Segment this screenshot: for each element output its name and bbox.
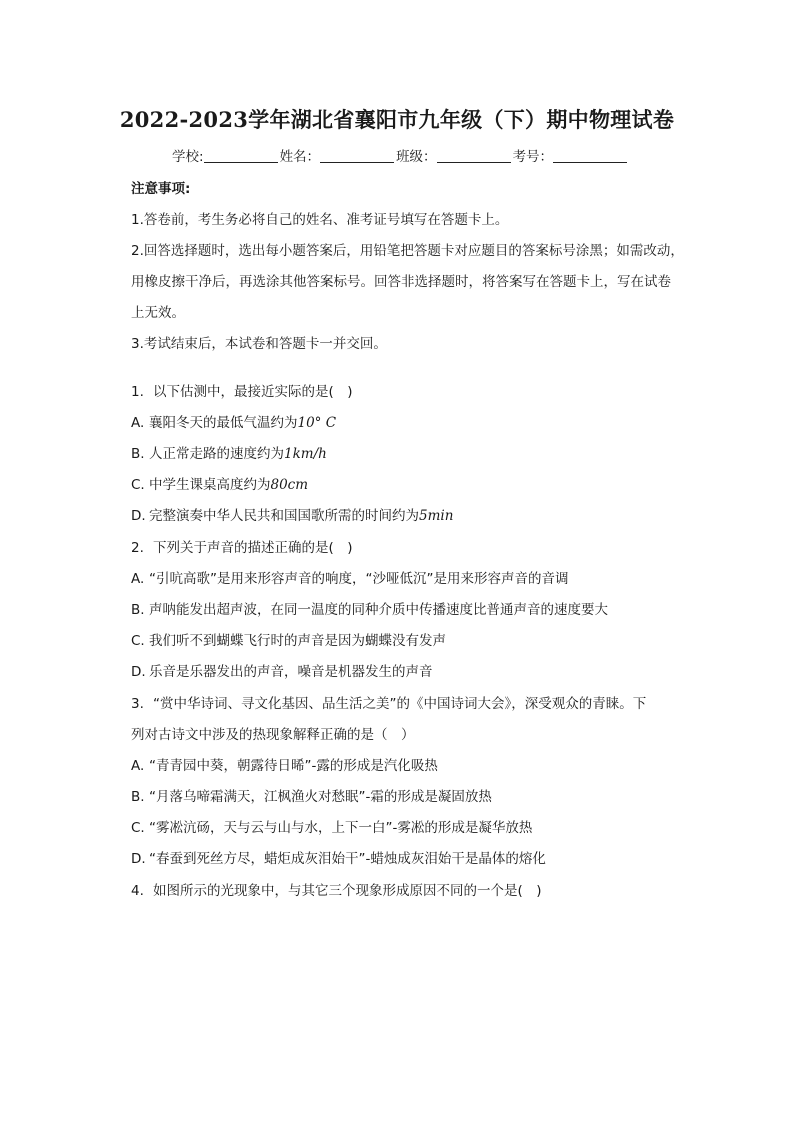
option-label: B. — [131, 789, 145, 805]
question-3-option-c — [131, 816, 532, 836]
question-3-option-a — [131, 754, 438, 774]
question-number: 2. — [131, 540, 144, 556]
question-2-stem — [131, 536, 353, 556]
question-1-option-b — [131, 442, 327, 462]
option-text: 我们听不到蝴蝶飞行时的声音是因为蝴蝶没有发声 — [149, 633, 446, 649]
question-2-option-d — [131, 660, 433, 680]
option-math: 80cm — [270, 477, 309, 493]
question-1-stem — [131, 380, 353, 400]
option-label: B. — [131, 602, 145, 618]
option-text: “春蚕到死丝方尽，蜡炬成灰泪始干”-蜡烛成灰泪始干是晶体的熔化 — [149, 851, 546, 867]
option-label: A. — [131, 571, 145, 587]
question-number: 3. — [131, 696, 144, 712]
option-label: C. — [131, 633, 145, 649]
option-text: “月落乌啼霜满天，江枫渔火对愁眠”-霜的形成是凝固放热 — [149, 789, 492, 805]
question-number: 1. — [131, 384, 144, 400]
option-label: A. — [131, 415, 145, 431]
notice-item-2-line-3: 上无效。 — [131, 305, 185, 321]
option-text: 中学生课桌高度约为 — [149, 477, 271, 493]
class-label: 班级： — [396, 149, 437, 165]
question-1-option-d — [131, 504, 453, 524]
question-3-stem-line-1 — [131, 692, 646, 712]
option-text: “雾凇沆砀，天与云与山与水，上下一白”-雾凇的形成是凝华放热 — [149, 820, 533, 836]
option-math: 1km/h — [284, 446, 327, 462]
school-blank — [204, 148, 278, 163]
notice-heading: 注意事项: — [131, 181, 191, 197]
question-2-option-b — [131, 598, 608, 618]
student-info-row — [172, 145, 629, 165]
option-text: “青青园中葵，朝露待日晞”-露的形成是汽化吸热 — [149, 758, 438, 774]
question-3-option-d — [131, 847, 546, 867]
question-4-stem — [131, 879, 542, 899]
notice-item-3: 3.考试结束后，本试卷和答题卡一并交回。 — [131, 336, 387, 352]
question-text: “赏中华诗词、寻文化基因、品生活之美”的《中国诗词大会》，深受观众的青睐。下 — [153, 696, 647, 712]
notice-item-2-line-1: 2.回答选择题时，选出每小题答案后，用铅笔把答题卡对应题目的答案标号涂黑；如需改动， — [131, 243, 684, 259]
question-1-option-c — [131, 473, 308, 493]
option-label: D. — [131, 851, 146, 867]
question-2-option-a — [131, 567, 568, 587]
option-text: 声呐能发出超声波，在同一温度的同种介质中传播速度比普通声音的速度要大 — [149, 602, 608, 618]
option-label: B. — [131, 446, 145, 462]
option-label: C. — [131, 820, 145, 836]
name-label: 姓名： — [279, 149, 321, 165]
school-label: 学校: — [172, 149, 204, 165]
question-text: 以下估测中，最接近实际的是( ) — [153, 384, 353, 400]
option-label: D. — [131, 664, 146, 680]
question-text: 如图所示的光现象中，与其它三个现象形成原因不同的一个是( ) — [153, 883, 542, 899]
option-label: C. — [131, 477, 145, 493]
class-blank — [437, 148, 511, 163]
option-text: 人正常走路的速度约为 — [149, 446, 284, 462]
question-text: 下列关于声音的描述正确的是( ) — [153, 540, 353, 556]
option-math: 10° C — [297, 415, 337, 431]
option-text: 襄阳冬天的最低气温约为 — [149, 415, 298, 431]
question-3-option-b — [131, 785, 492, 805]
option-text: 乐音是乐器发出的声音，噪音是机器发生的声音 — [149, 664, 433, 680]
notice-item-1: 1.答卷前，考生务必将自己的姓名、准考证号填写在答题卡上。 — [131, 212, 509, 228]
option-label: A. — [131, 758, 145, 774]
notice-item-2-line-2: 用橡皮擦干净后，再选涂其他答案标号。回答非选择题时，将答案写在答题卡上，写在试卷 — [131, 274, 671, 290]
name-blank — [320, 148, 394, 163]
question-number: 4. — [131, 883, 144, 899]
question-1-option-a — [131, 411, 336, 431]
exam-no-label: 考号： — [512, 149, 554, 165]
question-2-option-c — [131, 629, 446, 649]
option-label: D. — [131, 508, 146, 524]
exam-no-blank — [553, 148, 627, 163]
option-text: “引吭高歌”是用来形容声音的响度，“沙哑低沉”是用来形容声音的音调 — [149, 571, 569, 587]
page-title: 2022-2023学年湖北省襄阳市九年级（下）期中物理试卷 — [119, 107, 675, 132]
question-3-stem-line-2: 列对古诗文中涉及的热现象解释正确的是（ ） — [131, 727, 415, 743]
option-text: 完整演奏中华人民共和国国歌所需的时间约为 — [149, 508, 419, 524]
option-math: 5min — [419, 508, 454, 524]
